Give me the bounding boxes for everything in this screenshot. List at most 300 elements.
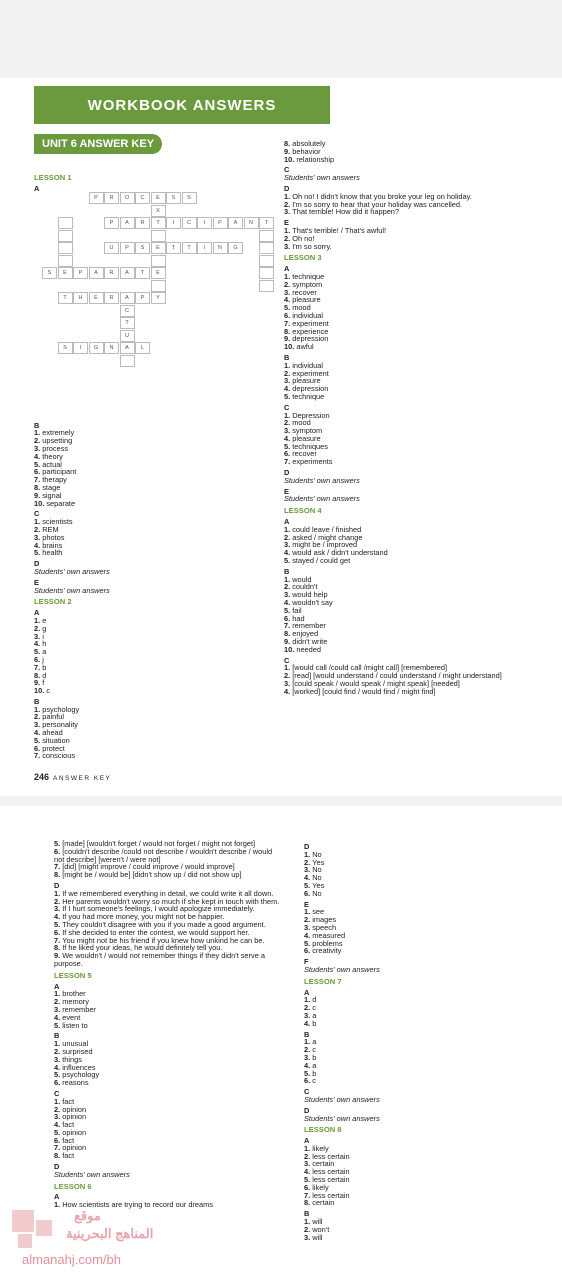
answer-number: 6. <box>304 1182 313 1192</box>
answer-number: 3. <box>304 1010 313 1020</box>
answer-text: things <box>62 1054 82 1064</box>
answer-number: 1. <box>54 989 63 999</box>
answer-item <box>284 688 534 696</box>
answer-number: 1. <box>284 524 293 534</box>
answer-number: 4. <box>284 598 293 608</box>
answer-number: 4. <box>284 686 293 696</box>
answer-number: 4. <box>284 548 293 558</box>
answer-number: 10. <box>34 498 47 508</box>
answer-item <box>54 1129 280 1137</box>
section-letter: C <box>284 655 290 665</box>
answer-item <box>34 672 264 680</box>
answer-text: individual <box>292 310 324 320</box>
answer-text: surprised <box>62 1046 93 1056</box>
section-letter: C <box>284 402 290 412</box>
answer-number: 3. <box>304 1052 313 1062</box>
section-letter: D <box>304 1105 310 1115</box>
answer-number: 3. <box>284 287 293 297</box>
crossword-cell: I <box>166 217 181 229</box>
section-letter: C <box>284 165 290 175</box>
answer-item <box>34 706 264 714</box>
crossword-cell: T <box>120 317 135 329</box>
answer-text: situation <box>42 735 70 745</box>
answer-number: 6. <box>284 310 293 320</box>
answer-text: personality <box>42 720 78 730</box>
answer-text: They couldn't disagree with you if you made a good argument. <box>62 919 266 929</box>
answer-text: pleasure <box>292 295 321 305</box>
answer-number: 2. <box>284 279 293 289</box>
answer-text: wouldn't say <box>292 598 333 608</box>
answer-text: certain <box>312 1198 335 1208</box>
answer-item <box>304 1004 534 1012</box>
answer-text: therapy <box>42 475 67 485</box>
crossword-cell: S <box>42 267 57 279</box>
answer-text: needed <box>296 644 321 654</box>
answer-text: pleasure <box>292 376 321 386</box>
watermark-url: almanahj.com/bh <box>22 1252 121 1267</box>
answer-note: Students' own answers <box>304 1113 380 1123</box>
section-letter: A <box>34 183 40 193</box>
answer-item <box>54 1006 280 1014</box>
answer-text: e <box>42 615 47 625</box>
answer-number: 1. <box>54 1096 63 1106</box>
answer-item <box>284 646 534 654</box>
crossword-cell: R <box>104 292 119 304</box>
answer-item <box>304 851 534 859</box>
answer-number: 4. <box>54 912 63 922</box>
section-letter: A <box>284 264 290 274</box>
answer-item <box>54 1144 280 1152</box>
crossword-cell: I <box>73 342 88 354</box>
answer-text: Oh no! I didn't know that you broke your leg on holiday. <box>292 191 472 201</box>
answer-number: 2. <box>304 1045 313 1055</box>
answer-text: enjoyed <box>292 629 319 639</box>
answer-text: brother <box>62 989 86 999</box>
answer-text: would help <box>292 590 328 600</box>
answer-text: symptom <box>292 426 323 436</box>
answer-text: participant <box>42 467 77 477</box>
answer-item <box>34 437 264 445</box>
section-letter: D <box>284 183 290 193</box>
answer-text: c <box>312 1076 316 1086</box>
answer-text: d <box>312 995 317 1005</box>
answer-number: 8. <box>54 1151 63 1161</box>
answer-item <box>304 1077 534 1085</box>
answer-item <box>284 393 534 401</box>
answer-text: remember <box>292 621 326 631</box>
lesson-heading: LESSON 5 <box>54 970 92 980</box>
answer-item <box>34 737 264 745</box>
crossword-cell: U <box>120 330 135 342</box>
answer-number: 1. <box>284 191 293 201</box>
answer-text: signal <box>42 490 62 500</box>
answer-item <box>54 1014 280 1022</box>
answer-number: 5. <box>34 647 43 657</box>
lesson-heading: LESSON 1 <box>34 173 72 182</box>
answer-number: 1. <box>304 1037 313 1047</box>
answer-number: 2. <box>284 199 293 209</box>
answer-item <box>304 1054 534 1062</box>
section-letter: E <box>284 486 289 496</box>
answer-number: 1. <box>304 849 313 859</box>
answer-number: 7. <box>284 457 293 467</box>
answer-number: 3. <box>34 532 43 542</box>
answer-number: 1. <box>304 1143 313 1153</box>
answer-text: No <box>312 888 322 898</box>
answer-number: 8. <box>284 139 293 148</box>
answer-text: h <box>42 639 47 649</box>
answer-number: 1. <box>54 1039 63 1049</box>
section-letter: A <box>284 517 290 527</box>
answer-item <box>304 1153 534 1161</box>
answer-text: If he liked your ideas, he would definitely tell you. <box>62 943 223 953</box>
answer-text: techniques <box>292 441 328 451</box>
answer-number: 1. <box>284 271 293 281</box>
answer-text: behavior <box>292 146 321 156</box>
answer-number: 7. <box>34 475 43 485</box>
answer-text: stayed / could get <box>292 556 351 566</box>
answer-text: likely <box>312 1143 329 1153</box>
answer-text: b <box>312 1018 317 1028</box>
answer-number: 8. <box>284 629 293 639</box>
answer-item <box>304 916 534 924</box>
answer-number: 2. <box>54 896 63 906</box>
answer-number: 4. <box>54 1062 63 1072</box>
answer-number: 5. <box>304 1175 313 1185</box>
footer-label: ANSWER KEY <box>53 775 112 782</box>
lesson-heading: LESSON 6 <box>54 1181 92 1191</box>
answer-number: 3. <box>304 922 313 932</box>
answer-text: opinion <box>62 1112 87 1122</box>
answer-item <box>304 1012 534 1020</box>
answer-item <box>304 882 534 890</box>
answer-number: 1. <box>34 704 43 714</box>
answer-number: 4. <box>34 728 43 738</box>
answer-item <box>54 1137 280 1145</box>
answer-text: a <box>312 1060 317 1070</box>
answer-text: [did] [might improve / could improve / would improve] <box>62 862 235 872</box>
crossword-cell: A <box>120 267 135 279</box>
crossword-cell: T <box>166 242 181 254</box>
watermark-line2: المناهج البحرينية <box>66 1226 154 1241</box>
answer-number: 3. <box>54 1112 63 1122</box>
answer-item <box>304 866 534 874</box>
answer-number: 8. <box>304 1198 313 1208</box>
site-watermark <box>8 1200 158 1278</box>
answer-item <box>34 500 264 508</box>
answer-item <box>284 243 534 251</box>
answer-text: [made] [wouldn't forget / would not forget / might not forget] <box>62 839 256 848</box>
answer-item <box>54 1022 280 1030</box>
answer-number: 6. <box>284 613 293 623</box>
section-letter: E <box>304 899 309 909</box>
answer-item <box>284 557 534 565</box>
page-footer <box>34 772 111 782</box>
crossword-cell: I <box>197 217 212 229</box>
section-letter: A <box>304 1136 310 1146</box>
answer-number: 7. <box>284 318 293 328</box>
answer-number: 1. <box>54 888 63 898</box>
answer-item <box>34 633 264 641</box>
crossword-cell: T <box>58 292 73 304</box>
answer-text: No <box>312 865 322 875</box>
answer-item <box>54 848 280 864</box>
answer-text: If she decided to enter the contest, we would support her. <box>62 927 250 937</box>
answer-number: 3. <box>284 679 293 688</box>
answer-number: 10. <box>284 342 297 352</box>
answer-number: 5. <box>54 839 63 848</box>
answer-item <box>284 140 534 148</box>
crossword-cell: C <box>135 192 150 204</box>
answer-item <box>34 534 264 542</box>
answer-item <box>54 1113 280 1121</box>
answer-item <box>34 752 264 760</box>
answer-number: 2. <box>34 712 43 722</box>
answer-item <box>284 335 534 343</box>
crossword-cell: Y <box>151 292 166 304</box>
answer-item <box>284 208 534 216</box>
section-letter: C <box>54 1088 60 1098</box>
answer-text: mood <box>292 303 311 313</box>
answer-item <box>34 721 264 729</box>
answer-number: 6. <box>54 1135 63 1145</box>
answer-text: would ask / didn't understand <box>292 548 388 558</box>
answer-item <box>34 445 264 453</box>
answer-number: 8. <box>54 870 63 880</box>
crossword-cell: N <box>213 242 228 254</box>
crossword-cell: E <box>151 267 166 279</box>
answer-text: experiments <box>292 457 333 467</box>
answer-text: c <box>46 686 51 696</box>
answer-number: 3. <box>284 376 293 386</box>
answer-text: listen to <box>62 1020 88 1030</box>
answer-number: 7. <box>304 1190 313 1200</box>
answer-item <box>34 679 264 687</box>
lesson-heading: LESSON 3 <box>284 253 322 263</box>
answer-number: 1. <box>284 360 293 370</box>
crossword-cell: E <box>89 292 104 304</box>
answer-number: 3. <box>54 904 63 914</box>
answer-number: 4. <box>304 873 313 883</box>
answer-text: individual <box>292 360 324 370</box>
answer-text: see <box>312 907 325 917</box>
answer-number: 6. <box>284 449 293 459</box>
lesson-heading: LESSON 4 <box>284 506 322 516</box>
section-letter: D <box>34 559 40 569</box>
section-letter: B <box>54 1031 60 1041</box>
answer-number: 4. <box>284 433 293 443</box>
answer-number: 4. <box>304 1167 313 1177</box>
crossword-cell: P <box>120 242 135 254</box>
crossword-cell: A <box>120 292 135 304</box>
answer-text: [read] [would understand / could understand / might understand] <box>292 671 502 681</box>
answer-text: might be / improved <box>292 540 358 550</box>
answer-text: actual <box>42 459 62 469</box>
answer-item <box>304 1020 534 1028</box>
answer-item <box>54 952 280 968</box>
column-left <box>34 170 264 760</box>
answer-item <box>54 1048 280 1056</box>
answer-number: 7. <box>54 1143 63 1153</box>
crossword-cell: P <box>135 292 150 304</box>
answer-text: stage <box>42 482 61 492</box>
answer-text: scientists <box>42 517 73 527</box>
answer-number: 9. <box>34 678 43 688</box>
answer-number: 5. <box>54 1127 63 1137</box>
answer-text: If I hurt someone's feelings, I would apologize immediately. <box>62 904 255 914</box>
answer-item <box>304 890 534 898</box>
answer-item <box>284 289 534 297</box>
answer-number: 3. <box>54 1004 63 1014</box>
answer-text: measured <box>312 930 346 940</box>
answer-item <box>284 370 534 378</box>
answer-text: f <box>42 678 45 688</box>
section-letter: B <box>284 352 290 362</box>
answer-text: photos <box>42 532 65 542</box>
answer-text: would <box>292 574 312 584</box>
answer-number: 1. <box>304 1217 313 1227</box>
answer-number: 9. <box>284 146 293 156</box>
answer-item <box>34 526 264 534</box>
answer-number: 4. <box>54 1120 63 1130</box>
crossword-cell: E <box>151 192 166 204</box>
answer-number: 5. <box>54 1020 63 1030</box>
section-letter: A <box>54 1192 60 1202</box>
answer-text: process <box>42 443 69 453</box>
crossword-cell: U <box>104 242 119 254</box>
answer-item <box>34 518 264 526</box>
answer-text: won't <box>312 1224 330 1234</box>
lesson-heading: LESSON 2 <box>34 597 72 607</box>
answer-item <box>34 468 264 476</box>
answer-number: 2. <box>284 582 293 592</box>
answer-item <box>304 1226 534 1234</box>
crossword-cell: A <box>120 217 135 229</box>
answer-item <box>304 1176 534 1184</box>
crossword-cell: T <box>259 217 274 229</box>
section-letter: D <box>54 1162 60 1172</box>
answer-number: 3. <box>284 241 293 251</box>
answer-text: depression <box>292 334 329 344</box>
answer-text: reasons <box>62 1078 89 1088</box>
crossword-cell: C <box>120 305 135 317</box>
answer-number: 2. <box>304 1003 313 1013</box>
answer-item <box>304 908 534 916</box>
answer-text: If we remembered everything in detail, we could write it all down. <box>62 888 274 898</box>
answer-number: 4. <box>304 1060 313 1070</box>
section-letter: C <box>34 509 40 519</box>
answer-text: [could speak / would speak / might speak] [needed] <box>292 679 460 688</box>
answer-number: 10. <box>284 644 297 654</box>
crossword-cell: S <box>182 192 197 204</box>
answer-number: 5. <box>304 938 313 948</box>
answer-number: 2. <box>304 857 313 867</box>
section-letter: E <box>34 577 39 587</box>
answer-text: d <box>42 670 47 680</box>
answer-text: fact <box>62 1151 75 1161</box>
answer-number: 7. <box>34 662 43 672</box>
answer-number: 4. <box>304 930 313 940</box>
answer-text: recover <box>292 449 317 459</box>
section-letter: B <box>34 420 40 430</box>
crossword-cell: A <box>120 342 135 354</box>
answer-number: 1. <box>34 428 43 438</box>
answer-text: separate <box>46 498 76 508</box>
answer-number: 10. <box>34 686 47 696</box>
answer-text: relationship <box>296 154 335 164</box>
answer-text: didn't write <box>292 637 328 647</box>
answer-note: Students' own answers <box>304 964 380 974</box>
answer-text: opinion <box>62 1104 87 1114</box>
answer-number: 1. <box>34 615 43 625</box>
answer-text: No <box>312 849 322 859</box>
answer-item <box>34 549 264 557</box>
answer-item <box>304 859 534 867</box>
answer-text: [couldn't describe /could not describe / wouldn't describe / would not describe] [weren't / were not] <box>54 846 273 864</box>
answer-text: less certain <box>312 1190 350 1200</box>
answer-item <box>34 617 264 625</box>
answer-number: 2. <box>34 524 43 534</box>
answer-number: 5. <box>284 556 293 566</box>
answer-text: memory <box>62 997 89 1007</box>
answer-text: fail <box>292 605 302 615</box>
answer-text: awful <box>296 342 314 352</box>
answer-number: 7. <box>54 935 63 945</box>
answer-item <box>284 576 534 584</box>
answer-text: less certain <box>312 1167 350 1177</box>
answer-number: 4. <box>284 384 293 394</box>
answer-note: Students' own answers <box>34 566 110 576</box>
answer-text: psychology <box>42 704 80 714</box>
answer-text: problems <box>312 938 343 948</box>
answer-item <box>34 625 264 633</box>
answer-text: remember <box>62 1004 96 1014</box>
answer-text: symptom <box>292 279 323 289</box>
answer-number: 5. <box>284 441 293 451</box>
answer-text: will <box>312 1232 323 1242</box>
crossword-cell: T <box>151 217 166 229</box>
answer-number: 1. <box>284 225 293 235</box>
answer-item <box>284 599 534 607</box>
crossword-cell: N <box>244 217 259 229</box>
unit-title: UNIT 6 ANSWER KEY <box>34 134 162 154</box>
answer-item <box>34 640 264 648</box>
answer-item <box>34 648 264 656</box>
crossword-cell: O <box>120 192 135 204</box>
answer-text: likely <box>312 1182 329 1192</box>
answer-text: pleasure <box>292 433 321 443</box>
lesson-heading: LESSON 7 <box>304 976 342 986</box>
answer-text: Yes <box>312 857 325 867</box>
answer-text: a <box>312 1010 317 1020</box>
answer-text: asked / might change <box>292 532 363 542</box>
answer-note: Students' own answers <box>284 494 360 504</box>
answer-number: 3. <box>34 720 43 730</box>
crossword-cell: H <box>73 292 88 304</box>
crossword-cell: N <box>104 342 119 354</box>
answer-item <box>284 343 534 351</box>
column-right <box>304 840 534 1241</box>
answer-number: 6. <box>34 743 43 753</box>
crossword-cell: R <box>104 192 119 204</box>
answer-text: You might not be his friend if you knew how unkind he can be. <box>62 935 265 945</box>
answer-number: 3. <box>304 1232 313 1242</box>
answer-number: 2. <box>284 418 293 428</box>
answer-text: a <box>42 647 47 657</box>
answer-text: extremely <box>42 428 75 438</box>
answer-number: 5. <box>284 605 293 615</box>
answer-text: experiment <box>292 318 329 328</box>
